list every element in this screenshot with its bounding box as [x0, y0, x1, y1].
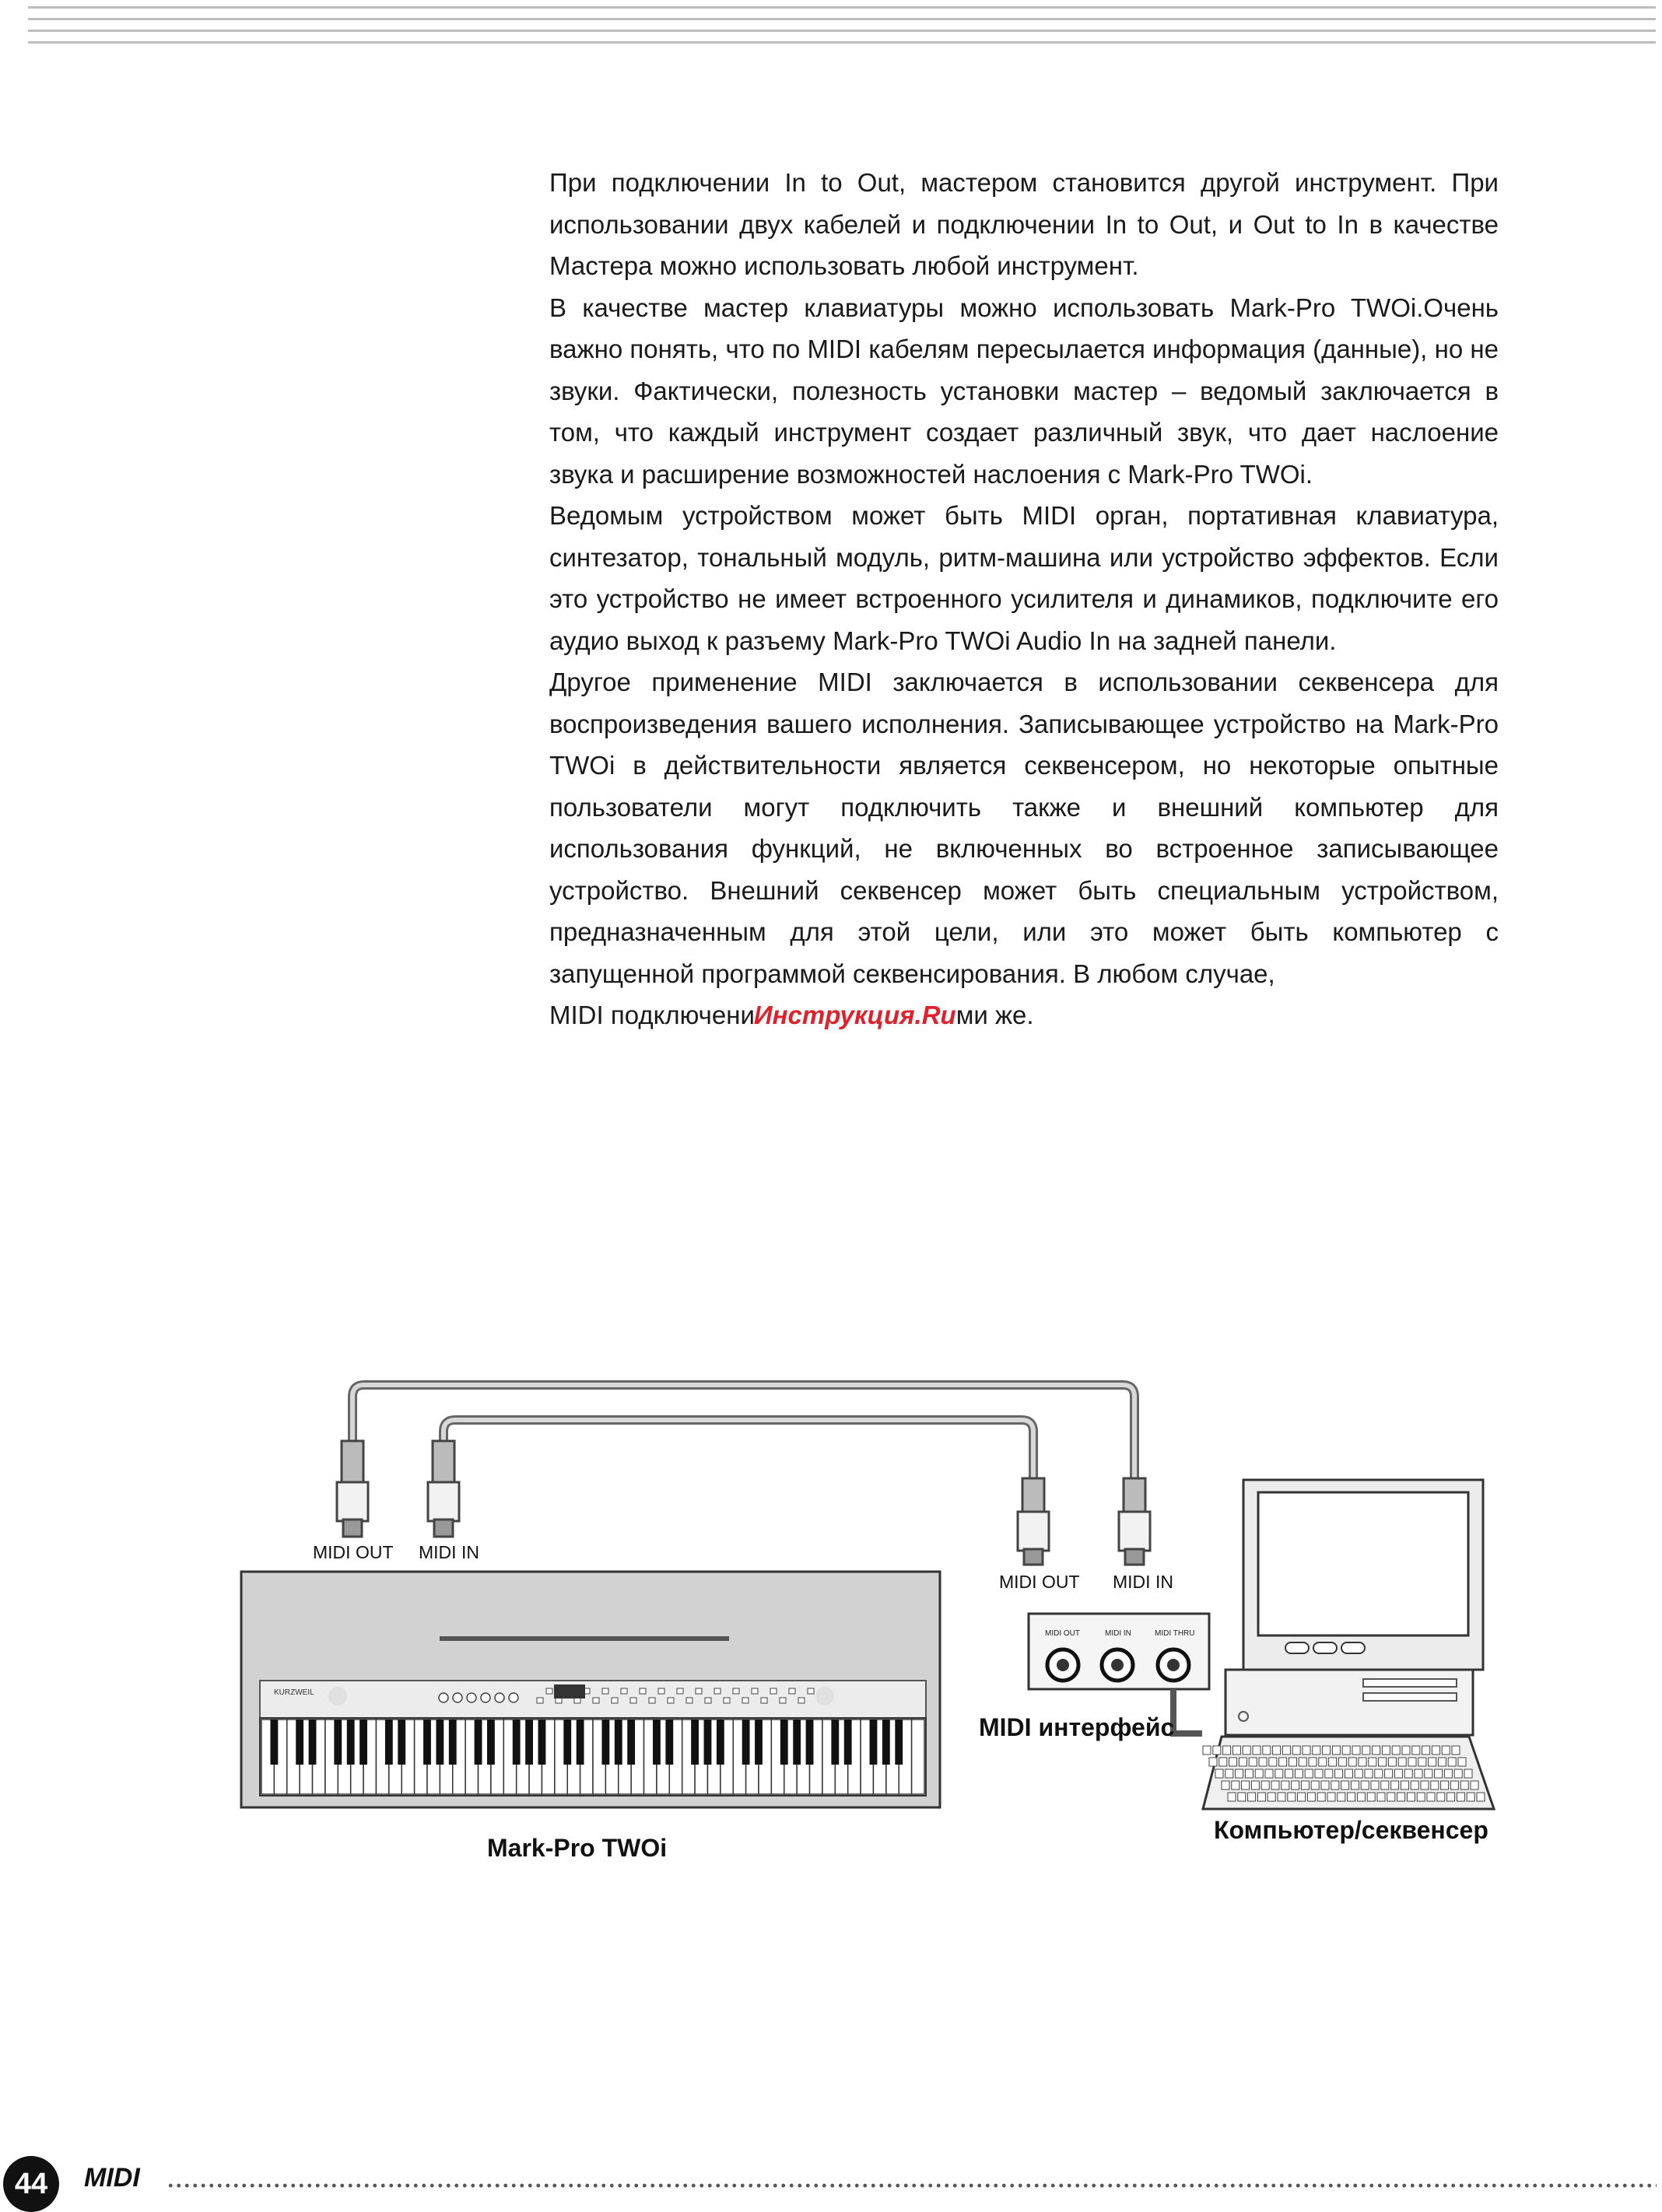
computer-key — [1232, 1781, 1239, 1790]
computer-key — [1397, 1793, 1405, 1801]
computer-key — [1263, 1746, 1271, 1755]
computer-key — [1292, 1746, 1300, 1755]
black-key — [423, 1719, 431, 1765]
computer-key — [1275, 1769, 1283, 1778]
panel-button — [686, 1698, 692, 1703]
last-line-start: MIDI подключени — [549, 1001, 755, 1029]
computer-key — [1299, 1758, 1306, 1766]
computer-key — [1248, 1793, 1256, 1801]
midi-cables — [352, 1385, 1134, 1482]
computer-key — [1457, 1793, 1464, 1801]
panel-knob — [453, 1693, 462, 1702]
computer-key — [1454, 1769, 1462, 1778]
computer-illustration — [1203, 1480, 1494, 1809]
panel-button — [640, 1688, 646, 1694]
computer-key — [1442, 1746, 1450, 1755]
computer-key — [1229, 1758, 1237, 1766]
computer-key — [1392, 1746, 1400, 1755]
iface-port-in-label: MIDI IN — [1105, 1629, 1131, 1638]
black-key — [704, 1719, 712, 1765]
black-key — [615, 1719, 622, 1765]
cable-inner — [444, 1420, 1033, 1482]
computer-key — [1365, 1769, 1373, 1778]
computer-key — [1412, 1746, 1420, 1755]
computer-key — [1203, 1746, 1211, 1755]
computer-key — [1279, 1758, 1287, 1766]
computer-key — [1388, 1758, 1396, 1766]
plug-piano-out — [337, 1441, 368, 1537]
computer-key — [1417, 1793, 1425, 1801]
computer-key — [1331, 1781, 1339, 1790]
computer-key — [1261, 1781, 1269, 1790]
panel-knob — [495, 1693, 504, 1702]
computer-key — [1213, 1746, 1221, 1755]
computer-key — [1369, 1758, 1376, 1766]
black-key — [525, 1719, 533, 1765]
computer-key — [1301, 1781, 1309, 1790]
panel-button — [714, 1688, 721, 1694]
panel-speaker — [815, 1687, 834, 1705]
black-key — [653, 1719, 661, 1765]
panel-button — [668, 1698, 674, 1703]
computer-key — [1259, 1758, 1267, 1766]
computer-key — [1371, 1781, 1379, 1790]
computer-key — [1367, 1793, 1375, 1801]
panel-button — [696, 1688, 702, 1694]
black-key — [627, 1719, 635, 1765]
computer-key — [1404, 1769, 1412, 1778]
computer-key — [1361, 1781, 1369, 1790]
computer-key — [1422, 1746, 1430, 1755]
computer-key — [1268, 1793, 1275, 1801]
footer-dotted-rule — [167, 2182, 1657, 2189]
panel-button — [724, 1698, 730, 1703]
computer-key — [1209, 1758, 1217, 1766]
computer-key — [1307, 1793, 1315, 1801]
computer-key — [1467, 1793, 1474, 1801]
midi-interface-caption: MIDI интерфейс — [979, 1713, 1175, 1741]
panel-button — [798, 1698, 805, 1703]
panel-button — [752, 1688, 758, 1694]
computer-key — [1415, 1769, 1422, 1778]
panel-button — [546, 1688, 552, 1694]
computer-key — [1401, 1781, 1408, 1790]
computer-key — [1325, 1769, 1333, 1778]
computer-key — [1298, 1793, 1306, 1801]
computer-key — [1398, 1758, 1406, 1766]
computer-key — [1225, 1769, 1233, 1778]
panel-button — [556, 1698, 562, 1703]
computer-key — [1242, 1781, 1250, 1790]
computer-key — [1269, 1758, 1277, 1766]
piano-midi-in-label: MIDI IN — [419, 1542, 479, 1562]
panel-speaker — [328, 1687, 347, 1705]
paragraph-3: Ведомым устройством может быть MIDI орган, портативная клавиатура, синтезатор, тональный модуль, ритм-машина или устройство эффектов. Если это устройство не имеет встроенного усилителя и динамиков, подключите его аудио выход к разъему Mark-Pro TWOi Audio In на задней панели. — [549, 501, 1499, 655]
computer-key — [1222, 1781, 1229, 1790]
computer-key — [1282, 1781, 1289, 1790]
computer-key — [1255, 1769, 1263, 1778]
computer-key — [1471, 1781, 1478, 1790]
black-key — [780, 1719, 788, 1765]
computer-key — [1448, 1758, 1456, 1766]
panel-button — [780, 1698, 786, 1703]
iface-port-out-label: MIDI OUT — [1045, 1629, 1080, 1638]
panel-button — [621, 1688, 627, 1694]
black-key — [691, 1719, 699, 1765]
computer-key — [1329, 1758, 1337, 1766]
panel-button — [705, 1698, 711, 1703]
computer-key — [1382, 1746, 1390, 1755]
computer-key — [1477, 1793, 1485, 1801]
computer-key — [1355, 1769, 1362, 1778]
black-key — [742, 1719, 750, 1765]
black-key — [577, 1719, 584, 1765]
computer-key — [1282, 1746, 1290, 1755]
panel-button — [808, 1688, 814, 1694]
last-line-end: ми же. — [955, 1001, 1034, 1029]
plug-piano-in — [428, 1441, 459, 1537]
black-key — [665, 1719, 673, 1765]
computer-key — [1338, 1758, 1346, 1766]
computer-key — [1447, 1793, 1455, 1801]
computer-key — [1438, 1758, 1446, 1766]
paragraph-2: В качестве мастер клавиатуры можно использовать Mark-Pro TWOi.Очень важно понять, что по MIDI кабелям пересылается информация (данные), но не звуки. Фактически, полезность установки мастер – ведомый заключается в том, что каждый инструмент создает различный звук, что дает наслоение звука и расширение возможностей наслоения с Mark-Pro TWOi. — [549, 293, 1499, 489]
comp-midi-in-label: MIDI IN — [1113, 1572, 1173, 1592]
cable-outer — [352, 1385, 1134, 1482]
panel-button — [630, 1698, 636, 1703]
computer-key — [1427, 1793, 1435, 1801]
paragraph-1: При подключении In to Out, мастером становится другой инструмент. При использовании двух кабелей и подключении In to Out, и Out to In в качестве Мастера можно использовать любой инструмент. — [549, 168, 1499, 280]
computer-key — [1317, 1793, 1325, 1801]
computer-key — [1251, 1781, 1259, 1790]
computer-key — [1219, 1758, 1227, 1766]
computer-key — [1425, 1769, 1432, 1778]
piano-caption: Mark-Pro TWOi — [487, 1834, 668, 1862]
computer-key — [1289, 1758, 1296, 1766]
black-key — [755, 1719, 763, 1765]
panel-button — [593, 1698, 599, 1703]
computer-key — [1342, 1746, 1350, 1755]
computer-key — [1341, 1781, 1349, 1790]
computer-key — [1435, 1769, 1443, 1778]
computer-key — [1408, 1758, 1416, 1766]
iface-port-thru-label: MIDI THRU — [1155, 1629, 1195, 1638]
computer-key — [1452, 1746, 1460, 1755]
computer-key — [1238, 1793, 1246, 1801]
computer-key — [1407, 1793, 1415, 1801]
black-key — [347, 1719, 355, 1765]
computer-key — [1411, 1781, 1418, 1790]
computer-key — [1249, 1758, 1257, 1766]
panel-button — [733, 1688, 739, 1694]
panel-button — [761, 1698, 767, 1703]
black-key — [513, 1719, 521, 1765]
computer-key — [1373, 1746, 1380, 1755]
black-key — [309, 1719, 317, 1765]
computer-key — [1278, 1793, 1285, 1801]
computer-key — [1315, 1769, 1323, 1778]
panel-knob — [481, 1693, 490, 1702]
computer-key — [1332, 1746, 1340, 1755]
black-key — [359, 1719, 367, 1765]
computer-key — [1429, 1758, 1436, 1766]
panel-button — [612, 1698, 618, 1703]
panel-knob — [509, 1693, 518, 1702]
panel-button — [789, 1688, 795, 1694]
black-key — [793, 1719, 801, 1765]
black-key — [895, 1719, 903, 1765]
black-key — [844, 1719, 852, 1765]
computer-key — [1243, 1746, 1250, 1755]
computer-key — [1309, 1758, 1317, 1766]
computer-key — [1285, 1769, 1293, 1778]
panel-button — [677, 1688, 683, 1694]
computer-key — [1335, 1769, 1343, 1778]
panel-knob — [467, 1693, 476, 1702]
piano-midi-out-label: MIDI OUT — [313, 1542, 394, 1562]
computer-key — [1359, 1758, 1366, 1766]
computer-key — [1345, 1769, 1352, 1778]
black-key — [398, 1719, 405, 1765]
panel-display — [554, 1684, 585, 1698]
computer-key — [1385, 1769, 1393, 1778]
computer-key — [1253, 1746, 1261, 1755]
computer-key — [1273, 1746, 1281, 1755]
computer-key — [1362, 1746, 1370, 1755]
plug-comp-in — [1119, 1478, 1150, 1565]
computer-key — [1348, 1758, 1356, 1766]
panel-button — [770, 1688, 777, 1694]
computer-key — [1351, 1781, 1359, 1790]
computer-key — [1319, 1758, 1327, 1766]
panel-button — [742, 1698, 749, 1703]
computer-key — [1437, 1793, 1445, 1801]
computer-key — [1295, 1769, 1303, 1778]
plug-comp-out — [1018, 1478, 1049, 1565]
black-key — [487, 1719, 495, 1765]
computer-key — [1357, 1793, 1365, 1801]
computer-key — [1239, 1758, 1246, 1766]
computer-caption: Компьютер/секвенсер — [1214, 1816, 1488, 1844]
black-key — [806, 1719, 814, 1765]
computer-key — [1458, 1758, 1466, 1766]
panel-button — [602, 1688, 608, 1694]
section-title: MIDI — [84, 2163, 140, 2193]
piano-illustration — [241, 1572, 940, 1807]
computer-key — [1223, 1746, 1231, 1755]
panel-button — [574, 1698, 580, 1703]
computer-key — [1321, 1781, 1329, 1790]
computer-key — [1245, 1769, 1253, 1778]
computer-key — [1292, 1781, 1299, 1790]
computer-key — [1265, 1769, 1273, 1778]
computer-key — [1257, 1793, 1265, 1801]
computer-key — [1431, 1781, 1439, 1790]
computer-key — [1379, 1758, 1387, 1766]
computer-key — [1313, 1746, 1320, 1755]
black-key — [717, 1719, 724, 1765]
black-key — [475, 1719, 482, 1765]
computer-key — [1236, 1769, 1243, 1778]
black-key — [270, 1719, 278, 1765]
black-key — [601, 1719, 609, 1765]
computer-key — [1338, 1793, 1345, 1801]
black-key — [385, 1719, 393, 1765]
black-key — [436, 1719, 444, 1765]
computer-key — [1377, 1793, 1385, 1801]
panel-button — [537, 1698, 543, 1703]
watermark: Инструкция.Ru — [753, 1001, 956, 1029]
computer-key — [1460, 1781, 1468, 1790]
black-key — [870, 1719, 878, 1765]
computer-key — [1271, 1781, 1279, 1790]
computer-key — [1441, 1781, 1449, 1790]
black-key — [334, 1719, 342, 1765]
computer-key — [1450, 1781, 1458, 1790]
panel-knob — [439, 1693, 448, 1702]
computer-key — [1228, 1793, 1236, 1801]
black-key — [882, 1719, 890, 1765]
computer-key — [1418, 1758, 1426, 1766]
black-key — [563, 1719, 571, 1765]
computer-key — [1444, 1769, 1452, 1778]
computer-key — [1323, 1746, 1331, 1755]
computer-key — [1311, 1781, 1319, 1790]
computer-key — [1375, 1769, 1383, 1778]
computer-key — [1327, 1793, 1335, 1801]
panel-button — [649, 1698, 655, 1703]
white-key — [912, 1719, 924, 1794]
computer-key — [1432, 1746, 1439, 1755]
paragraph-4: Другое применение MIDI заключается в использовании секвенсера для воспроизведения вашего исполнения. Записывающее устройство на Mark-Pro TWOi в действительности является секвенсером, но некоторые опытные пользователи могут подключить также и внешний компьютер для использования функций, не включенных во встроенное записывающее устройство. Внешний секвенсер может быть специальным устройством, предназначенным для этой цели, или это может быть компьютер с запущенной программой секвенсирования. В любом случае, — [549, 668, 1499, 988]
panel-button — [658, 1688, 664, 1694]
computer-key — [1352, 1746, 1360, 1755]
computer-key — [1348, 1793, 1355, 1801]
computer-key — [1305, 1769, 1313, 1778]
computer-key — [1394, 1769, 1402, 1778]
computer-key — [1215, 1769, 1223, 1778]
computer-key — [1402, 1746, 1410, 1755]
computer-key — [1421, 1781, 1429, 1790]
computer-key — [1381, 1781, 1389, 1790]
black-key — [831, 1719, 839, 1765]
computer-key — [1387, 1793, 1395, 1801]
black-key — [449, 1719, 457, 1765]
computer-key — [1303, 1746, 1310, 1755]
page-number: 44 — [3, 2156, 59, 2212]
black-key — [296, 1719, 303, 1765]
comp-midi-out-label: MIDI OUT — [999, 1572, 1080, 1592]
piano-brand-logo: KURZWEIL — [274, 1688, 314, 1697]
computer-key — [1464, 1769, 1472, 1778]
computer-key — [1391, 1781, 1399, 1790]
computer-key — [1232, 1746, 1240, 1755]
black-key — [538, 1719, 546, 1765]
computer-key — [1288, 1793, 1296, 1801]
